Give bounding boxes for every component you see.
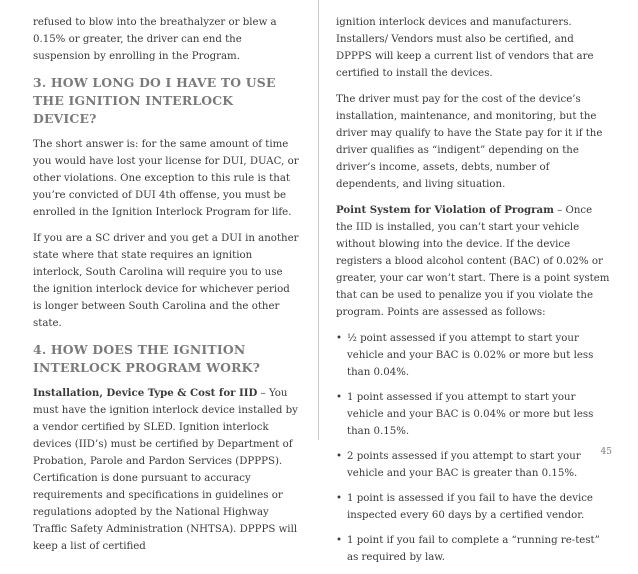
installation-text: – You must have the ignition interlock device installed by a vendor certified by SLED. Ignition interlock devices (IID’s) must be certified by Department of Probation, Parole and Pardon Services (DPPPS). Certification is done pursuant to accuracy requirements and specifications in guidelines or regulations adopted by the National Highway Traffic Safety Administration (NHTSA). DPPPS will keep a list of certified (33, 388, 298, 552)
paragraph-suspension: refused to blow into the breathalyzer or blew a 0.15% or greater, the driver can end the suspension by enrolling in the Program. (33, 17, 277, 62)
paragraph-other-state: If you are a SC driver and you get a DUI in another state where that state requires an ignition interlock, South Carolina will require you to use the ignition interlock device for whichever period is longer between South Carolina and the other state. (33, 233, 299, 329)
column-divider (318, 0, 319, 440)
paragraph-installation (33, 385, 301, 555)
list-item-text: 1 point assessed if you attempt to start your vehicle and your BAC is 0.04% or more but less than 0.15%. (347, 392, 594, 437)
bullet-icon: • (336, 392, 343, 403)
bullet-icon: • (336, 451, 343, 462)
heading-how-long: 3. HOW LONG DO I HAVE TO USE THE IGNITION INTERLOCK DEVICE? (33, 75, 276, 126)
paragraph-short-answer: The short answer is: for the same amount of time you would have lost your license for DUI, DUAC, or other violations. One exception to this rule is that you’re convicted of DUI 4th offense, you must be enrolled in the Ignition Interlock Program for life. (33, 139, 299, 218)
list-item (336, 330, 612, 381)
page-number: 45 (600, 447, 612, 457)
bullet-icon: • (336, 535, 343, 546)
points-list (336, 330, 612, 566)
list-item-text: 1 point is assessed if you fail to have the device inspected every 60 days by a certified vendor. (347, 493, 593, 521)
right-column (336, 14, 612, 574)
list-item-text: 1 point if you fail to complete a “running re-test” as required by law. (347, 535, 600, 563)
point-system-lead: Point System for Violation of Program (336, 204, 554, 216)
list-item-text: 2 points assessed if you attempt to start your vehicle and your BAC is greater than 0.15%. (347, 451, 581, 479)
paragraph-point-system (336, 202, 612, 321)
bullet-icon: • (336, 333, 343, 344)
list-item (336, 490, 612, 524)
list-item (336, 448, 612, 482)
point-system-text: – Once the IID is installed, you can’t start your vehicle without blowing into the device. If the device registers a blood alcohol content (BAC) of 0.02% or greater, your car won’t start. There is a point system that can be used to penalize you if you violate the program. Points are assessed as follows: (336, 205, 610, 318)
heading-how-does-it-work: 4. HOW DOES THE IGNITION INTERLOCK PROGRAM WORK? (33, 342, 261, 375)
paragraph-cost: The driver must pay for the cost of the device’s installation, maintenance, and monitoring, but the driver may qualify to have the State pay for it if the driver qualifies as “indigent” depending on the driver’s income, assets, debts, number of dependents, and living situation. (336, 94, 603, 190)
paragraph-vendors: ignition interlock devices and manufacturers. Installers/ Vendors must also be certified, and DPPPS will keep a current list of vendors that are certified to install the devices. (336, 17, 594, 79)
list-item (336, 389, 612, 440)
installation-lead: Installation, Device Type & Cost for IID (33, 387, 258, 399)
bullet-icon: • (336, 493, 343, 504)
list-item-text: ½ point assessed if you attempt to start your vehicle and your BAC is 0.02% or more but less than 0.04%. (347, 333, 594, 378)
list-item (336, 532, 612, 566)
left-column (33, 14, 301, 564)
